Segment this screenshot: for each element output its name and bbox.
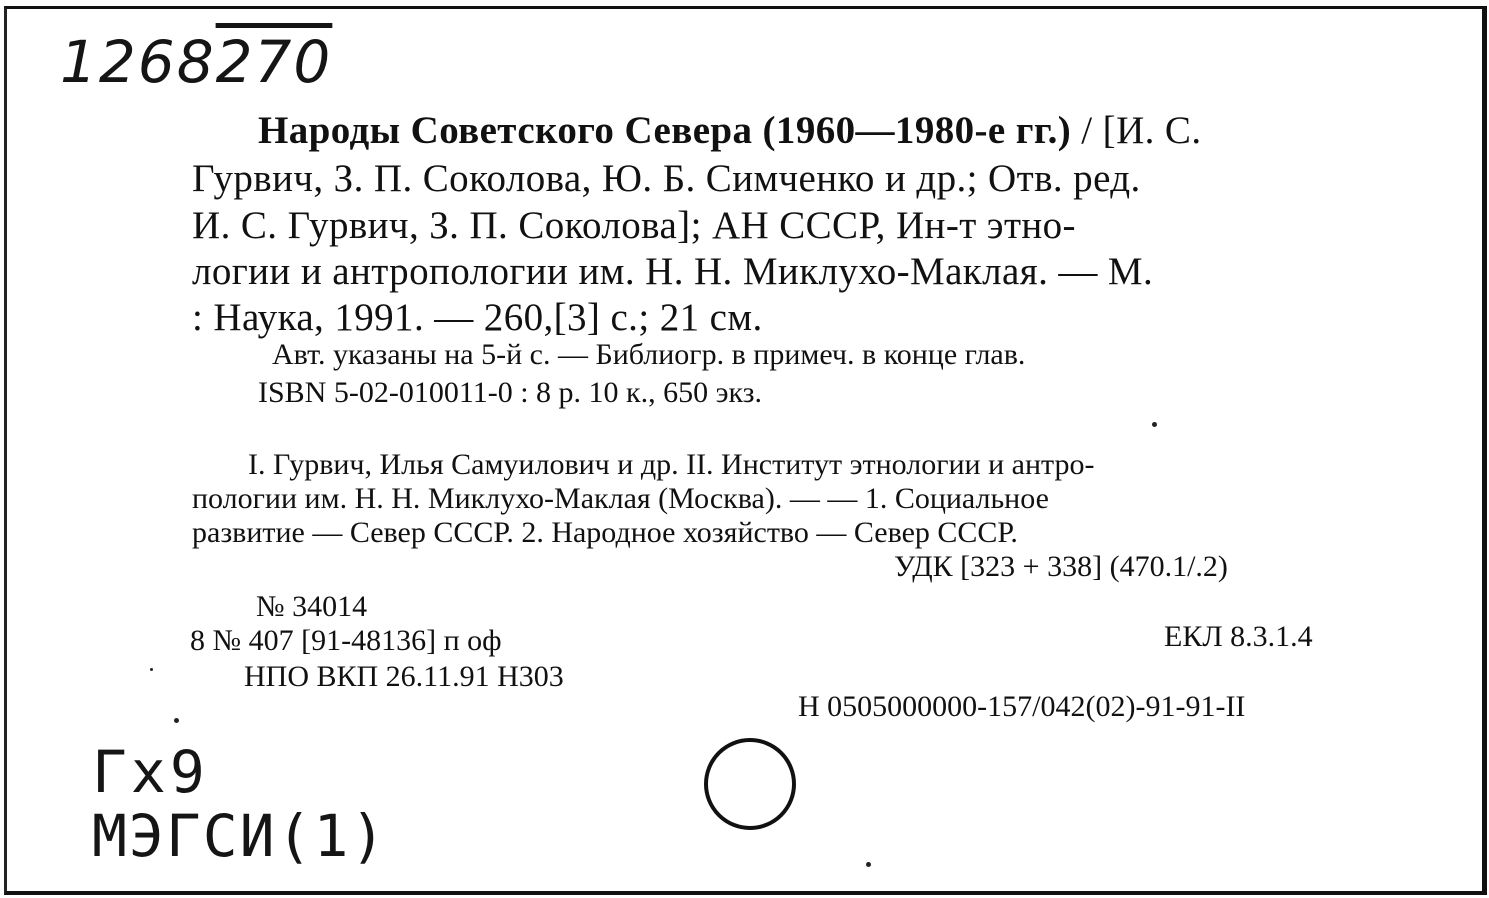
description-line-3: И. С. Гурвич, З. П. Соколова]; АН СССР, Ин-т этно- <box>192 204 1076 247</box>
inventory-number <box>60 28 332 96</box>
tracings-line-1: I. Гурвич, Илья Самуилович и др. II. Институт этнологии и антро- <box>248 448 1095 481</box>
speck <box>174 718 179 723</box>
printer-info: НПО ВКП 26.11.91 Н303 <box>244 660 564 693</box>
description-line-5: : Наука, 1991. — 260,[3] с.; 21 см. <box>192 296 763 339</box>
stamp-circle <box>704 738 796 830</box>
responsibility-start: / [И. С. <box>1071 109 1202 152</box>
speck <box>150 668 153 671</box>
description-line-2: Гурвич, З. П. Соколова, Ю. Б. Симченко и др.; Отв. ред. <box>192 157 1141 200</box>
isbn-line: ISBN 5-02-010011-0 : 8 р. 10 к., 650 экз. <box>258 376 763 409</box>
title-line <box>258 108 1202 153</box>
speck <box>1152 422 1157 427</box>
tracings-line-3: развитие — Север СССР. 2. Народное хозяйство — Север СССР. <box>192 516 1018 549</box>
book-code: Н 0505000000-157/042(02)-91-91-II <box>798 690 1246 723</box>
book-title: Народы Советского Севера (1960—1980-е гг.) <box>258 109 1072 152</box>
card-number: № 34014 <box>256 590 368 623</box>
inventory-number-suffix: 270 <box>215 28 333 96</box>
shelf-mark-1: Гх9 <box>92 738 209 806</box>
udc-index: УДК [323 + 338] (470.1/.2) <box>894 550 1228 583</box>
shelf-mark-2: МЭГСИ(1) <box>92 802 388 870</box>
ekl-index: ЕКЛ 8.3.1.4 <box>1164 620 1313 653</box>
tracings-line-2: пологии им. Н. Н. Миклухо-Маклая (Москва). — — 1. Социальное <box>192 482 1049 515</box>
speck <box>866 862 871 867</box>
order-number: 8 № 407 [91-48136] п оф <box>190 624 502 657</box>
inventory-number-main: 1268 <box>60 28 216 96</box>
description-line-4: логии и антропологии им. Н. Н. Миклухо-Маклая. — М. <box>192 250 1154 293</box>
authors-note: Авт. указаны на 5-й с. — Библиогр. в примеч. в конце глав. <box>272 338 1026 371</box>
